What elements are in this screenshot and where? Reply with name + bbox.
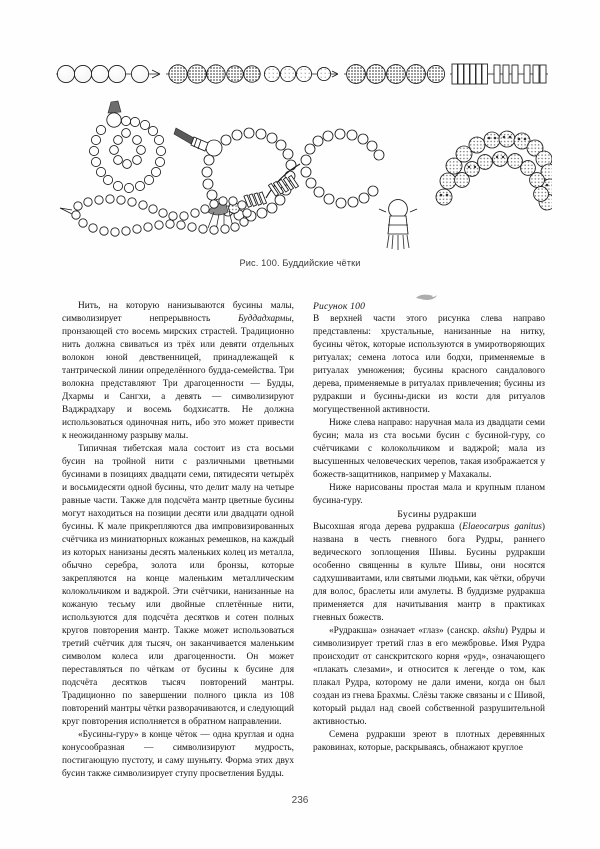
lotus-bodhi-seed-strand — [166, 65, 260, 83]
figure-reference-heading: Рисунок 100 — [313, 301, 366, 312]
buddhist-prayer-beads-illustration — [48, 52, 552, 252]
rudraksha-bead-strand — [344, 65, 445, 84]
paragraph-rudraksha-seeds: Семена рудракши зреют в плотных деревянных раковинах, которые, раскрываясь, обнажают круглое — [313, 730, 545, 753]
paragraph-typical-tibetan-mala: Типичная тибетская мала состоит из ста восьми бусин на тройной нити с различными цветными бусинами в позициях двадцати семи, пятидесяти четырёх и восьмидесяти одной бусины, что делит малу на четыре равные части. Также для подсчёта мантр цветные бусины могут находиться на позиции десяти или двадцати одной бусины. К мале прикрепляются два импровизированных счётчика из миниатюрных кожаных ремешков, на каждый из которых нанизаны десять маленьких колец из металла, обычно серебра, золота или бронзы, которые закрепляются на конце маленьким металлическим колокольчиком и ваджрой. Эти счётчики, нанизанные на кожаную тесьму или двойные сплетённые нити, используются для подсчёта десятков и сотен полных кругов повторения мантр. Также может использоваться третий счётчик для тысяч, он заканчивается маленьким символом колеса или драгоценности. Он может переставляться по чёткам от бусины к бусине для подсчёта десятков тысяч повторений мантры. Традиционно по завершении полного цикла из 108 повторений мантры чётки разворачиваются, и следующий круг повторения исполняется в обратном направлении. — [62, 444, 294, 727]
bone-disc-bead-strand — [450, 64, 548, 84]
body-text-right-column — [313, 300, 545, 755]
wrist-mala-27-beads — [89, 101, 165, 193]
sandalwood-bead-strand — [264, 66, 338, 81]
paragraph-rudraksha-berry: Высохшая ягода дерева рудракша (Elaeocarpus ganitus) названа в честь гневного бога Рудры, раннего ведического зоплощения Шивы. Бусины рудракши особенно священны в культе Шивы, они носятся садхушиваитами, или святыми людьми, как чётки, обручи для волос, браслеты или амулеты. В буддизме рудракша применяется для начитывания мантр в практиках гневных божеств. — [313, 522, 545, 623]
paragraph-rudraksha-etymology: «Рудракша» означает «глаз» (санскр. akshu) Рудры и символизирует третий глаз в его межбровье. Имя Рудра происходит от санскритского корня «руд», означающего «плакать слезами», и относится к легенде о том, как плакал Рудра, которому не дали имени, когда он был создан из гнева Брахмы. Слёзы также связаны и с Шивой, который рыдал над своей собственной разрушительной активностью. — [313, 626, 545, 727]
figure-svg — [48, 52, 552, 252]
crystal-beads-strand — [56, 65, 160, 82]
section-subheading-rudraksha: Бусины рудракши — [397, 509, 477, 520]
plain-mala-loop — [60, 195, 251, 236]
figure-caption: Рис. 100. Буддийские чётки — [239, 258, 361, 268]
skull-mala-mahakala — [436, 131, 552, 210]
paragraph-thread-symbolism: Нить, на которую нанизываются бусины малы, символизирует непрерывность Буддадхармы, пронзающей сто восемь мирских страстей. Традиционно нить должна свиваться из трёх или девяти отдельных волокон юной девственницей, принадлежащей к тантрической линии определённого будда-семейства. Три волокна представляют Три драгоценности — Будды, Дхармы и Сангхи, а девять — символизируют Ваджрадхару и восемь бодхисаттв. Не должна использоваться одиночная нить, ибо это может привести к неожиданному разрыву малы. — [62, 301, 294, 441]
paragraph-figure-bottom-row-description: Ниже нарисованы простая мала и крупным планом бусина-гуру. — [313, 483, 545, 506]
paragraph-figure-top-row-description: В верхней части этого рисунка слева направо представлены: хрустальные, нанизанные на нитку, бусины чёток, которые используются в умиротворяющих ритуалах; семена лотоса или бодхи, применяемые в ритуалах умножения; бусины красного сандалового дерева, применяемые в ритуалах привлечения; бусины из рудракши и бусины-диски из кости для ритуалов могущественной активности. — [313, 314, 545, 415]
paragraph-figure-middle-row-description: Ниже слева направо: наручная мала из двадцати семи бусин; мала из ста восьми бусин с бусиной-гуру, со счётчиками с колокольчиком и ваджрой; мала из высушенных человеческих черепов, такая изображается у божеств-защитников, например у Махакалы. — [313, 418, 545, 480]
guru-bead-closeup — [379, 200, 417, 250]
page-number: 236 — [291, 795, 309, 806]
body-text-left-column — [62, 300, 294, 781]
paragraph-guru-beads: «Бусины-гуру» в конце чёток — одна круглая и одна конусообразная — символизируют мудрость, постигающую пустоту, и саму шуньяту. Форма этих двух бусин также символизирует ступу просветления Будды. — [62, 730, 294, 779]
